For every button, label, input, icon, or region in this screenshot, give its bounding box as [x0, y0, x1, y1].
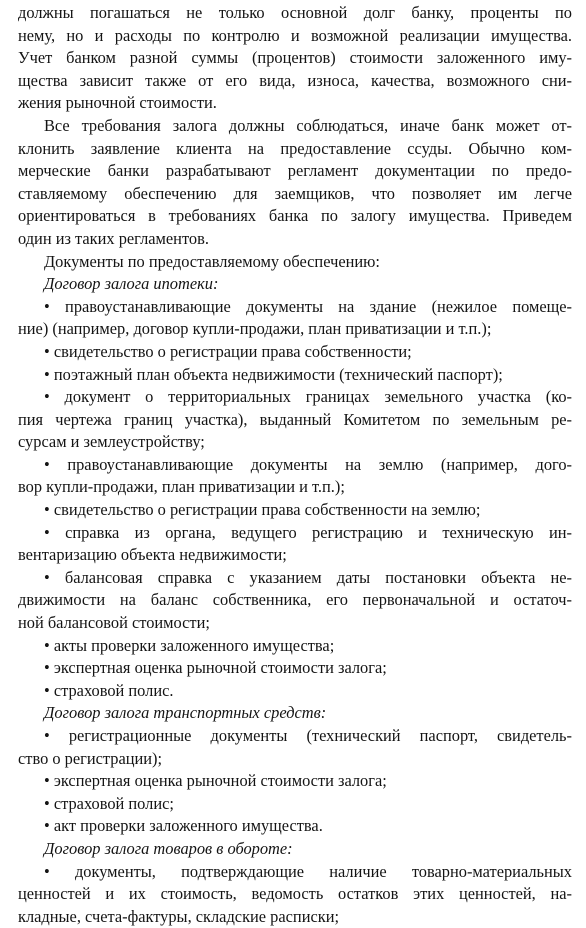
text-line: сурсам и землеустройству;: [18, 432, 205, 452]
text-line: • балансовая справка с указанием даты постановки объекта не-: [44, 567, 572, 587]
text-line: клонить заявление клиента на предоставление ссуды. Обычно ком-: [18, 138, 572, 158]
bullet-item: [18, 567, 572, 635]
text-line: • страховой полис.: [44, 680, 174, 700]
bullet-item: [18, 770, 572, 793]
text-line: • документы, подтверждающие наличие товарно-материальных: [44, 861, 572, 881]
text-line: ориентироваться в требованиях банка по залогу имущества. Приведем: [18, 206, 572, 226]
text-line: • поэтажный план объекта недвижимости (технический паспорт);: [44, 364, 503, 384]
text-line: • документ о территориальных границах земельного участка (ко-: [44, 387, 572, 407]
text-line: ние) (например, договор купли-продажи, план приватизации и т.п.);: [18, 319, 492, 339]
text-line: • правоустанавливающие документы на землю (например, дого-: [44, 454, 572, 474]
bullet-item: [18, 725, 572, 770]
bullet-item: [18, 815, 572, 838]
text-line: ценностей и их стоимость, ведомость остатков этих ценностей, на-: [18, 884, 572, 904]
text-line: Учет банком разной суммы (процентов) стоимости заложенного иму-: [18, 48, 572, 68]
text-line: движимости на баланс собственника, его первоначальной и остаточ-: [18, 590, 572, 610]
bullet-item: [18, 861, 572, 928]
text-line: жения рыночной стоимости.: [18, 93, 217, 113]
text-line: • страховой полис;: [44, 793, 174, 813]
text-line: • регистрационные документы (технический паспорт, свидетель-: [44, 726, 572, 745]
bullet-item: [18, 657, 572, 680]
text-line: щества зависит также от его вида, износа, качества, возможного сни-: [18, 70, 572, 90]
bullet-item: [18, 454, 572, 499]
bullet-item: [18, 296, 572, 341]
bullet-item: [18, 680, 572, 703]
text-line: Все требования залога должны соблюдаться, иначе банк может от-: [44, 115, 572, 135]
text-line: Договор залога транспортных средств:: [44, 703, 327, 723]
bullet-item: [18, 341, 572, 364]
paragraph: [18, 115, 572, 251]
bullet-item: [18, 499, 572, 522]
paragraph: [18, 251, 572, 274]
section-heading: [18, 838, 572, 861]
text-line: • справка из органа, ведущего регистрацию и техническую ин-: [44, 522, 572, 542]
text-line: пия чертежа границ участка), выданный Комитетом по земельным ре-: [18, 409, 572, 429]
text-line: должны погашаться не только основной долг банку, проценты по: [18, 3, 572, 22]
text-line: мерческие банки разрабатывают регламент документации по предо-: [18, 161, 572, 181]
text-line: Документы по предоставляемому обеспечению:: [44, 251, 380, 271]
text-line: Договор залога ипотеки:: [44, 274, 219, 294]
bullet-item: [18, 364, 572, 387]
section-heading: [18, 273, 572, 296]
text-line: ставляемому обеспечению для заемщиков, что позволяет им легче: [18, 183, 572, 203]
text-line: один из таких регламентов.: [18, 228, 209, 248]
text-line: • акт проверки заложенного имущества.: [44, 816, 323, 836]
text-line: • экспертная оценка рыночной стоимости залога;: [44, 771, 387, 791]
text-line: ство о регистрации);: [18, 748, 163, 768]
text-line: • акты проверки заложенного имущества;: [44, 635, 335, 655]
bullet-item: [18, 793, 572, 816]
bullet-item: [18, 635, 572, 658]
bullet-item: [18, 522, 572, 567]
text-line: Договор залога товаров в обороте:: [44, 838, 293, 858]
text-line: вор купли-продажи, план приватизации и т.п.);: [18, 477, 345, 497]
text-line: • правоустанавливающие документы на здание (нежилое помеще-: [44, 296, 572, 316]
text-line: нему, но и расходы по контролю и возможной реализации имущества.: [18, 25, 572, 45]
section-heading: [18, 702, 572, 725]
text-line: • свидетельство о регистрации права собственности на землю;: [44, 500, 481, 520]
text-line: вентаризацию объекта недвижимости;: [18, 545, 287, 565]
bullet-item: [18, 386, 572, 454]
text-line: ной балансовой стоимости;: [18, 613, 210, 633]
paragraph: [18, 2, 572, 115]
text-line: • экспертная оценка рыночной стоимости залога;: [44, 658, 387, 678]
text-line: • свидетельство о регистрации права собственности;: [44, 341, 412, 361]
text-line: кладные, счета-фактуры, складские расписки;: [18, 906, 340, 926]
